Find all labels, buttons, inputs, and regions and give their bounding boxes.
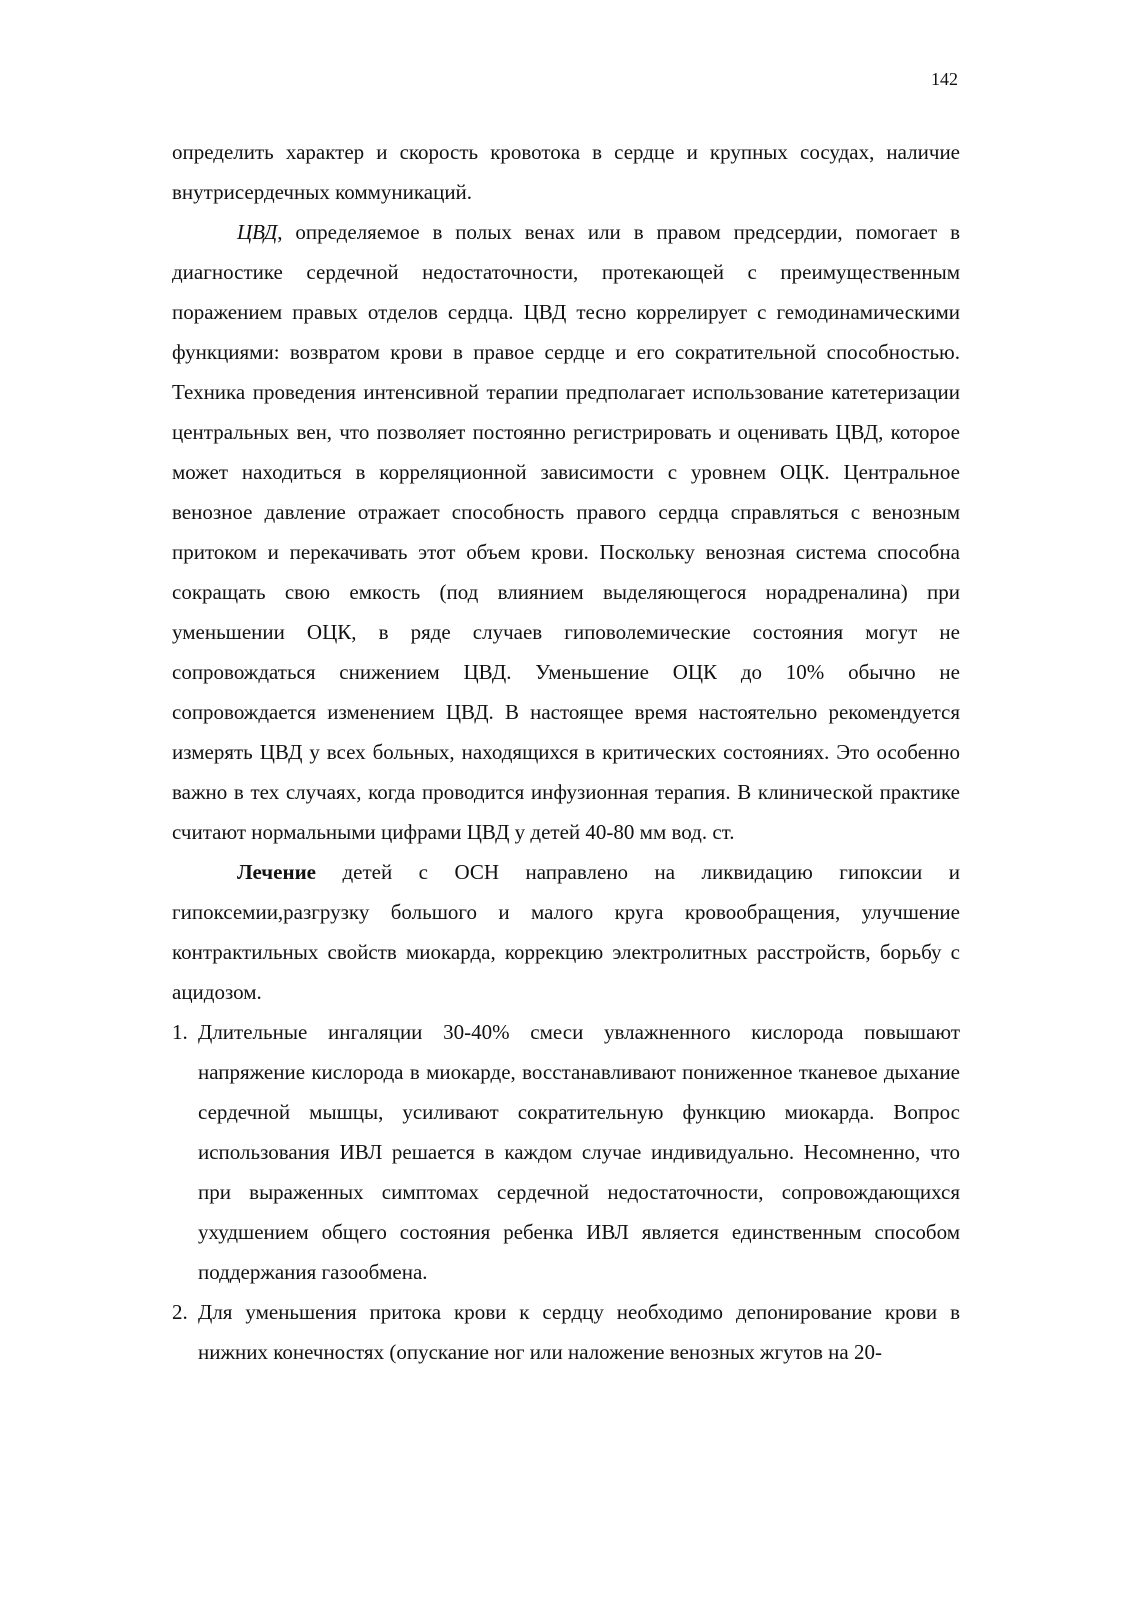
page-body: [172, 132, 960, 1372]
paragraph-treatment: [172, 852, 960, 1012]
paragraph-cvd: [172, 212, 960, 852]
treatment-description: детей с ОСН направлено на ликвидацию гипоксии и гипоксемии,разгрузку большого и малого круга кровообращения, улучшение контрактильных свойств миокарда, коррекцию электролитных расстройств, борьбу с ацидозом.: [172, 860, 960, 1004]
list-item: [172, 1012, 960, 1292]
list-item: [172, 1292, 960, 1372]
list-item-number: 1.: [172, 1020, 188, 1044]
list-item-text: Для уменьшения притока крови к сердцу необходимо депонирование крови в нижних конечностях (опускание ног или наложение венозных жгутов на 20-: [198, 1300, 960, 1364]
list-item-text: Длительные ингаляции 30-40% смеси увлажненного кислорода повышают напряжение кислорода в миокарде, восстанавливают пониженное тканевое дыхание сердечной мышцы, усиливают сократительную функцию миокарда. Вопрос использования ИВЛ решается в каждом случае индивидуально. Несомненно, что при выраженных симптомах сердечной недостаточности, сопровождающихся ухудшением общего состояния ребенка ИВЛ является единственным способом поддержания газообмена.: [198, 1020, 960, 1284]
page-number: 142: [931, 69, 958, 89]
cvd-description: , определяемое в полых венах или в правом предсердии, помогает в диагностике сердечной недостаточности, протекающей с преимущественным поражением правых отделов сердца. ЦВД тесно коррелирует с гемодинамическими функциями: возвратом крови в правое сердце и его сократительной способностью. Техника проведения интенсивной терапии предполагает использование катетеризации центральных вен, что позволяет постоянно регистрировать и оценивать ЦВД, которое может находиться в корреляционной зависимости с уровнем ОЦК. Центральное венозное давление отражает способность правого сердца справляться с венозным притоком и перекачивать этот объем крови. Поскольку венозная система способна сокращать свою емкость (под влиянием выделяющегося норадреналина) при уменьшении ОЦК, в ряде случаев гиповолемические состояния могут не сопровождаться снижением ЦВД. Уменьшение ОЦК до 10% обычно не сопровождается изменением ЦВД. В настоящее время настоятельно рекомендуется измерять ЦВД у всех больных, находящихся в критических состояниях. Это особенно важно в тех случаях, когда проводится инфузионная терапия. В клинической практике считают нормальными цифрами ЦВД у детей 40-80 мм вод. ст.: [172, 220, 960, 844]
list-item-number: 2.: [172, 1300, 188, 1324]
treatment-term: Лечение: [237, 860, 316, 884]
cvd-term: ЦВД: [237, 220, 278, 244]
paragraph-intro: определить характер и скорость кровотока в сердце и крупных сосудах, наличие внутрисердечных коммуникаций.: [172, 140, 960, 204]
treatment-list: [172, 1012, 960, 1372]
